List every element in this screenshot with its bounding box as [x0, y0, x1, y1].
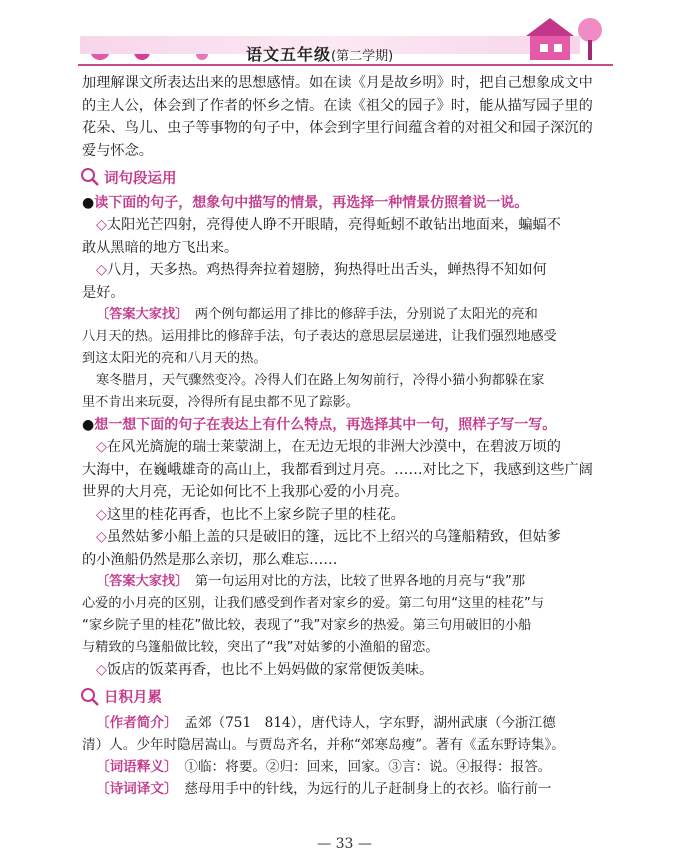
- answer-text: 八月天的热。运用排比的修辞手法，句子表达的意思层层递进，让我们强烈地感受: [82, 329, 557, 344]
- example-item: [82, 526, 614, 571]
- example-item: [82, 214, 614, 259]
- section-label: 词句段运用: [104, 170, 177, 187]
- example-text: 这里的桂花再香，也比不上家乡院子里的桂花。: [106, 506, 405, 523]
- intro-line: 爱与怀念。: [82, 142, 153, 159]
- note-tag: 〔作者简介〕: [96, 714, 171, 731]
- note-tag: 〔词语释义〕: [96, 758, 171, 775]
- example-text: 八月，天多热。鸡热得奔拉着翅膀，狗热得吐出舌头，蝉热得不知如何: [106, 262, 547, 278]
- magnifier-icon: [80, 167, 100, 187]
- book-title-sub: (第二学期): [331, 49, 394, 64]
- answer-block: [82, 304, 614, 414]
- answer-text: 到这太阳光的亮和八月天的热。: [82, 351, 267, 366]
- task-prompt: [82, 414, 614, 436]
- example-text: 敢从黑暗的地方飞出来。: [82, 239, 239, 256]
- page-content: [82, 72, 614, 800]
- diamond-bullet-icon: ◇: [96, 439, 107, 455]
- task-prompt: [82, 192, 614, 214]
- section-label: 日积月累: [104, 690, 162, 706]
- intro-paragraph: [82, 72, 614, 162]
- author-note: [82, 712, 614, 756]
- intro-line: 的主人公，体会到了作者的怀乡之情。在读《祖父的园子》时，能从描写园子里的: [82, 97, 593, 114]
- diamond-bullet-icon: ◇: [96, 506, 107, 523]
- sample-text: 里不肯出来玩耍，冷得所有昆虫都不见了踪影。: [82, 395, 359, 410]
- note-text: 孟郊（751 814），唐代诗人，字东野，湖州武康（今浙江德: [184, 714, 556, 731]
- answer-tag: 〔答案大家找〕: [96, 574, 182, 589]
- example-item: [82, 259, 614, 304]
- example-text: 太阳光芒四射，亮得使人睁不开眼睛，亮得蚯蚓不敢钻出地面来，蝙蝠不: [106, 217, 561, 233]
- sample-text: 饭店的饭菜再香，也比不上妈妈做的家常便饭美味。: [106, 662, 434, 678]
- book-title: [246, 42, 393, 65]
- header-rule: [78, 64, 613, 66]
- bullet-icon: ●: [82, 195, 95, 211]
- note-tag: 〔诗词译文〕: [96, 780, 171, 797]
- example-text: 世界的大月亮，无论如何比不上我那心爱的小月亮。: [82, 484, 409, 500]
- answer-tag: 〔答案大家找〕: [96, 307, 182, 322]
- sample-text: 寒冬腊月，天气骤然变冷。冷得人们在路上匆匆前行，冷得小猫小狗都躲在家: [96, 373, 545, 388]
- example-text: 在风光旖旎的瑞士莱蒙湖上，在无边无垠的非洲大沙漠中，在碧波万顷的: [106, 439, 561, 455]
- section-heading-daily: [80, 684, 614, 710]
- page-header: [0, 0, 689, 70]
- magnifier-icon: [80, 687, 100, 707]
- example-text: 是好。: [82, 284, 125, 301]
- book-title-main: 语文五年级: [246, 45, 332, 64]
- section-heading-words: [80, 164, 614, 190]
- example-item: [82, 504, 614, 527]
- example-item: [82, 436, 614, 504]
- diamond-bullet-icon: ◇: [96, 529, 107, 545]
- intro-line: 花朵、鸟儿、虫子等事物的句子中，体会到字里行间蕴含着的对祖父和园子深沉的: [82, 120, 593, 136]
- house-decoration-icon: [520, 14, 610, 64]
- answer-text: 与精致的乌篷船做比较，突出了“我”对姑爹的小渔船的留恋。: [82, 640, 439, 655]
- page-number: — 33 —: [317, 836, 372, 852]
- answer-text: 第一句运用对比的方法，比较了世界各地的月亮与“我”那: [194, 574, 526, 589]
- answer-text: “家乡院子里的桂花”做比较，表现了“我”对家乡的热爱。第三句用破旧的小船: [82, 618, 532, 633]
- example-text: 大海中，在巍峨雄奇的高山上，我都看到过月亮。……对比之下，我感到这些广阔: [82, 461, 593, 478]
- note-text: ①临：将要。②归：回来，回家。③言：说。④报得：报答。: [184, 758, 552, 775]
- note-text: 清）人。少年时隐居嵩山。与贾岛齐名，并称“郊寒岛瘦”。著有《孟东野诗集》。: [82, 736, 565, 753]
- diamond-bullet-icon: ◇: [96, 262, 107, 278]
- poem-note: [82, 778, 614, 800]
- task-text: 读下面的句子，想象句中描写的情景，再选择一种情景仿照着说一说。: [94, 195, 529, 211]
- diamond-bullet-icon: ◇: [96, 662, 107, 678]
- diamond-bullet-icon: ◇: [96, 217, 107, 233]
- example-text: 虽然姑爹小船上盖的只是破旧的篷，远比不上绍兴的乌篷船精致，但姑爹: [106, 529, 561, 545]
- answer-text: 心爱的小月亮的区别，让我们感受到作者对家乡的爱。第二句用“这里的桂花”与: [82, 596, 545, 611]
- answer-block: [82, 571, 614, 682]
- task-text: 想一想下面的句子在表达上有什么特点，再选择其中一句，照样子写一写。: [94, 417, 557, 433]
- vocab-note: [82, 756, 614, 778]
- example-text: 的小渔船仍然是那么亲切，那么难忘……: [82, 551, 338, 568]
- intro-line: 加理解课文所表达出来的思想感情。如在读《月是故乡明》时，把自己想象成文中: [82, 75, 593, 91]
- bullet-icon: ●: [82, 417, 95, 433]
- answer-text: 两个例句都运用了排比的修辞手法，分别说了太阳光的亮和: [194, 307, 538, 322]
- note-text: 慈母用手中的针线，为远行的儿子赶制身上的衣衫。临行前一: [184, 780, 552, 797]
